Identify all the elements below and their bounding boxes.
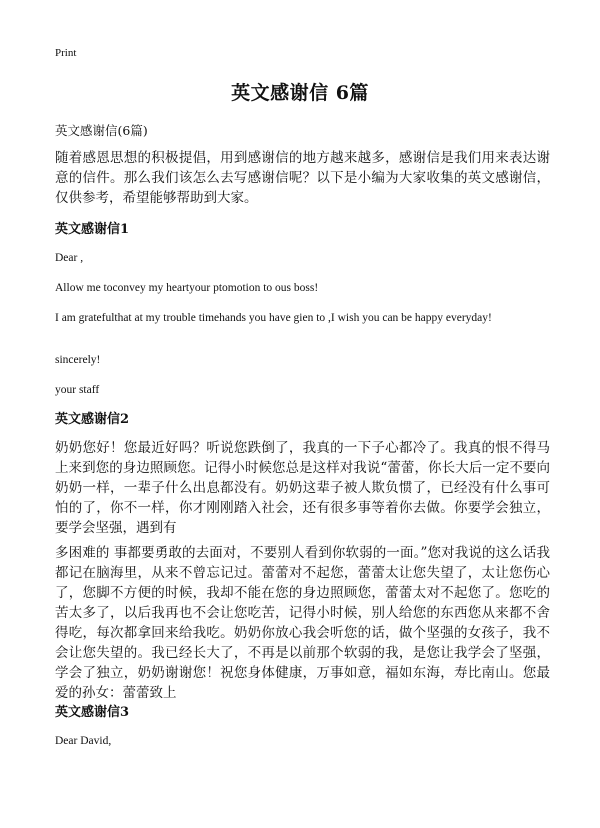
intro-paragraph: 随着感恩思想的积极提倡，用到感谢信的地方越来越多，感谢信是我们用来表达谢意的信件。那么我们该怎么去写感谢信呢？以下是小编为大家收集的英文感谢信，仅供参考，希望能够帮助到大家。 bbox=[55, 150, 550, 206]
letter1-line4: your staff bbox=[55, 384, 100, 396]
letter2-paragraph1: 奶奶您好！您最近好吗？听说您跌倒了，我真的一下子心都冷了。我真的恨不得马上来到您的身边照顾您。记得小时候您总是这样对我说“蕾蕾，你长大后一定不要向奶奶一样，一辈子什么出息都没有。奶奶这辈子被人欺负惯了，已经没有什么事可怕的了，你不一样，你才刚刚踏入社会，还有很多事等着你去做。你要学会独立，要学会坚强，遇到有 bbox=[55, 440, 550, 536]
letter3-greeting: Dear David, bbox=[55, 735, 112, 747]
letter1-greeting: Dear , bbox=[55, 252, 84, 264]
document-subtitle: 英文感谢信(6篇) bbox=[55, 123, 148, 138]
page-title: 英文感谢信 6篇 bbox=[231, 82, 369, 104]
letter1-heading: 英文感谢信1 bbox=[55, 222, 130, 237]
letter1-line3: sincerely! bbox=[55, 354, 101, 366]
letter2-paragraph2: 多困难的 事都要勇敢的去面对，不要别人看到你软弱的一面。”您对我说的这么话我都记在脑海里，从来不曾忘记过。蕾蕾对不起您，蕾蕾太让您失望了，太让您伤心了，您脚不方便的时候，我却不能在您的身边照顾您，蕾蕾太对不起您了。您吃的苦太多了，以后我再也不会让您吃苦，记得小时候，别人给您的东西您从来都不舍得吃，每次都拿回来给我吃。奶奶你放心我会听您的话，做个坚强的女孩子，我不会让您失望的。我已经长大了，不再是以前那个软弱的我，是您让我学会了坚强，学会了独立，奶奶谢谢您！祝您身体健康，万事如意，福如东海，寿比南山。您最爱的孙女：蕾蕾致上 bbox=[55, 545, 550, 701]
letter1-line1: Allow me toconvey my heartyour ptomotion to ous boss! bbox=[55, 282, 319, 294]
print-label[interactable]: Print bbox=[55, 47, 77, 59]
letter2-heading: 英文感谢信2 bbox=[55, 412, 130, 427]
letter1-line2: I am gratefulthat at my trouble timehands you have gien to ,I wish you can be happy everyday! bbox=[55, 312, 492, 324]
letter3-heading: 英文感谢信3 bbox=[55, 705, 130, 720]
